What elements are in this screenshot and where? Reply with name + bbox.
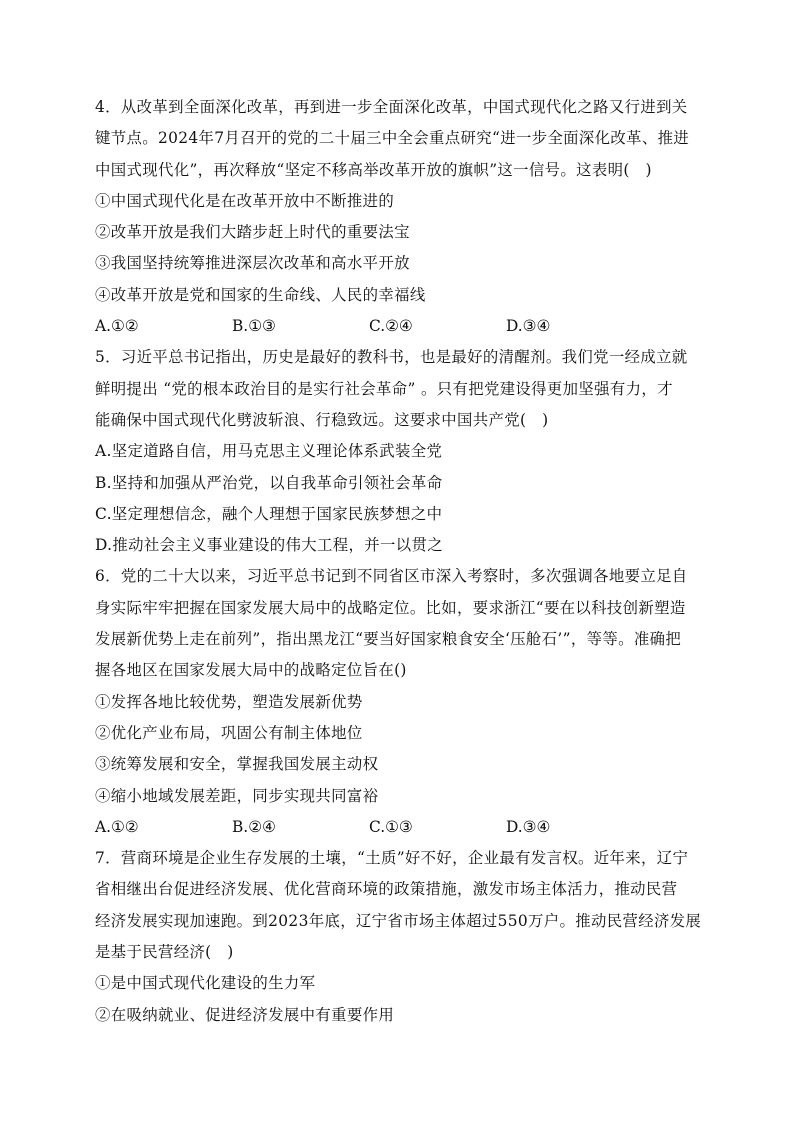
question-4-item-2: ②改革开放是我们大踏步赶上时代的重要法宝 [95,223,410,242]
question-5-stem-line-3: 能确保中国式现代化劈波斩浪、行稳致远。这要求中国共产党( ) [95,410,549,429]
question-6-stem-line-2: 身实际牢牢把握在国家发展大局中的战略定位。比如，要求浙江“要在以科技创新塑造 [95,598,686,617]
question-6-stem-line-4: 握各地区在国家发展大局中的战略定位旨在() [95,661,407,680]
question-4-option-b: B.①③ [232,317,276,336]
question-4-stem-line-2: 键节点。2024年7月召开的党的二十届三中全会重点研究“进一步全面深化改革、推进 [95,129,690,148]
exam-page [95,92,705,1031]
question-6-option-a: A.①② [95,817,139,836]
question-7-item-2: ②在吸纳就业、促进经济发展中有重要作用 [95,1005,395,1024]
question-4-option-d: D.③④ [506,317,551,336]
question-5-choice-d: D.推动社会主义事业建设的伟大工程，并一以贯之 [95,536,443,555]
question-6-stem-line-3: 发展新优势上走在前列”，指出黑龙江“要当好国家粮食安全‘压舱石’”，等等。准确把 [95,630,682,649]
question-7-stem-line-4: 是基于民营经济( ) [95,943,234,962]
question-5-choice-a: A.坚定道路自信，用马克思主义理论体系武装全党 [95,442,443,461]
question-4-option-a: A.①② [95,317,139,336]
question-5-stem-line-1: 5．习近平总书记指出，历史是最好的教科书，也是最好的清醒剂。我们党一经成立就 [95,348,688,367]
question-7-stem-line-1: 7．营商环境是企业生存发展的土壤，“土质”好不好，企业最有发言权。近年来，辽宁 [95,849,689,868]
question-6-item-2: ②优化产业布局，巩固公有制主体地位 [95,723,363,742]
question-7-item-1: ①是中国式现代化建设的生力军 [95,974,316,993]
question-7-stem-line-3: 经济发展实现加速跑。到2023年底，辽宁省市场主体超过550万户。推动民营经济发展 [95,911,702,930]
question-4 [95,92,705,342]
question-6-item-3: ③统筹发展和安全，掌握我国发展主动权 [95,755,379,774]
question-6-options [95,812,705,843]
question-6-stem-line-1: 6．党的二十大以来，习近平总书记到不同省区市深入考察时，多次强调各地要立足自 [95,567,688,586]
question-4-item-4: ④改革开放是党和国家的生命线、人民的幸福线 [95,285,426,304]
question-5-choice-b: B.坚持和加强从严治党，以自我革命引领社会革命 [95,473,443,492]
question-4-options [95,311,705,342]
question-4-item-1: ①中国式现代化是在改革开放中不断推进的 [95,191,395,210]
question-6-item-4: ④缩小地域发展差距，同步实现共同富裕 [95,786,379,805]
question-6 [95,561,705,843]
question-6-item-1: ①发挥各地比较优势，塑造发展新优势 [95,692,363,711]
question-7 [95,843,705,1031]
question-4-stem-line-1: 4．从改革到全面深化改革，再到进一步全面深化改革，中国式现代化之路又行进到关 [95,98,688,116]
question-6-option-c: C.①③ [369,817,413,836]
question-7-stem-line-2: 省相继出台促进经济发展、优化营商环境的政策措施，激发市场主体活力，推动民营 [95,880,678,899]
question-4-stem-line-3: 中国式现代化”，再次释放“坚定不移高举改革开放的旗帜”这一信号。这表明( ) [95,160,652,179]
question-4-item-3: ③我国坚持统筹推进深层次改革和高水平开放 [95,254,410,273]
question-6-option-b: B.②④ [232,817,276,836]
question-5 [95,342,705,561]
question-4-option-c: C.②④ [369,317,413,336]
question-5-stem-line-2: 鲜明提出 “党的根本政治目的是实行社会革命” 。只有把党建设得更加坚强有力，才 [95,379,673,398]
question-6-option-d: D.③④ [506,817,551,836]
question-5-choice-c: C.坚定理想信念，融个人理想于国家民族梦想之中 [95,504,443,523]
